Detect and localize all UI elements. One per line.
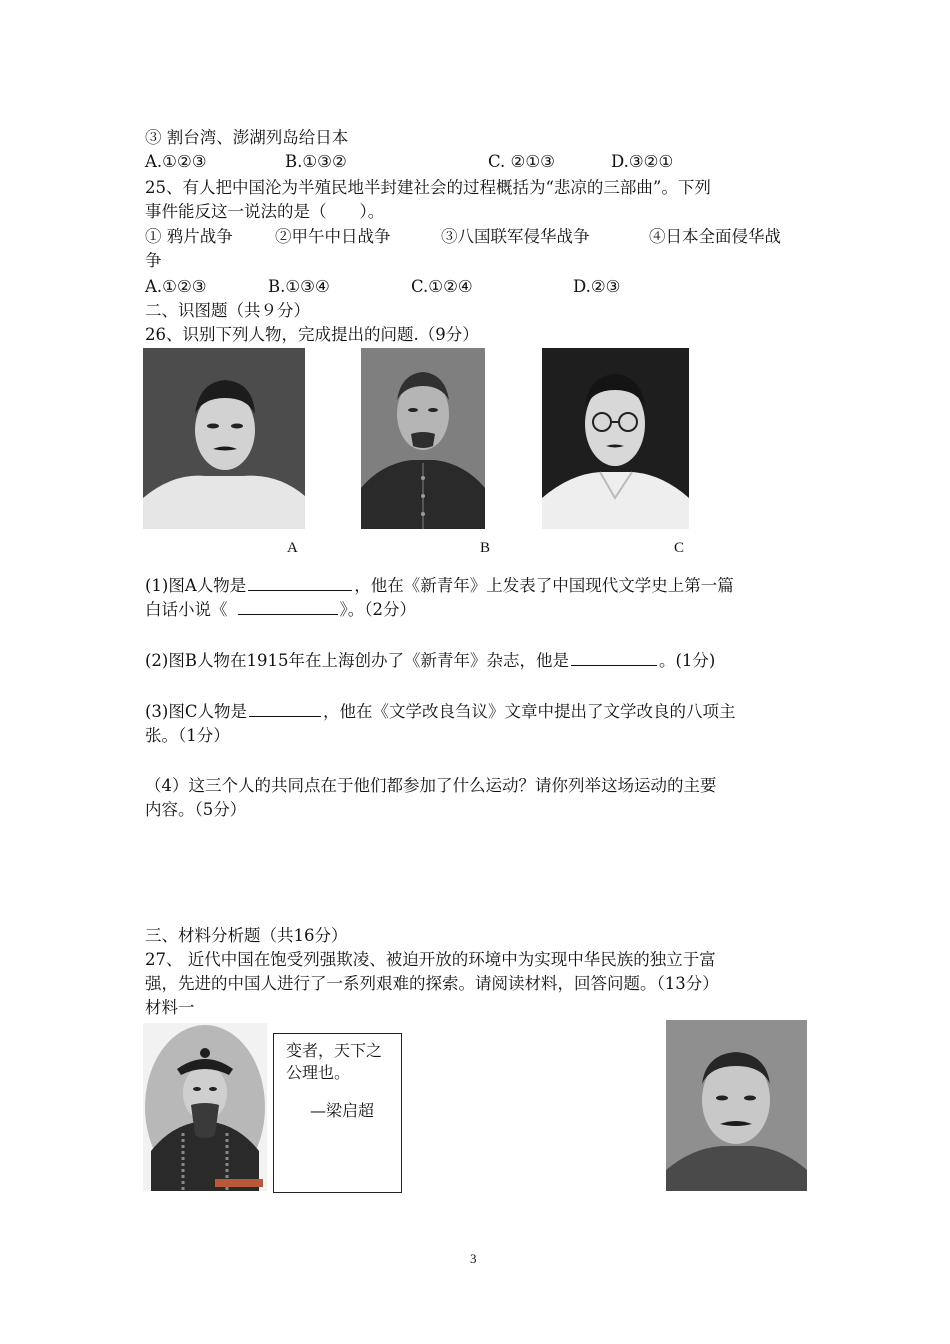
photo-caption-b: B xyxy=(480,540,491,556)
q24-item-3: ③ 割台湾、澎湖列岛给日本 xyxy=(145,128,349,147)
portrait-photo-a xyxy=(143,348,305,529)
q26-sub1-novel-suffix: 》。（2分） xyxy=(339,600,416,619)
q26-sub1-line2 xyxy=(145,598,416,622)
liang-qichao-quote-box xyxy=(273,1033,402,1193)
q26-stem: 26、识别下列人物，完成提出的问题.（9分） xyxy=(145,325,479,344)
section2-title: 二、识图题（共９分） xyxy=(145,301,310,320)
q24-option-b: B.①③② xyxy=(285,152,347,171)
photo-caption-c: C xyxy=(674,540,685,556)
q25-item-2: ②甲午中日战争 xyxy=(275,227,391,246)
portrait-photo-c xyxy=(542,348,689,529)
q25-stem-line1: 25、有人把中国沦为半殖民地半封建社会的过程概括为“悲凉的三部曲”。下列 xyxy=(145,178,711,197)
q26-sub1-novel-prefix: 白话小说《 xyxy=(145,600,228,619)
section3-title: 三、材料分析题（共16分） xyxy=(145,926,348,945)
q26-sub1-suffix: ，他在《新青年》上发表了中国现代文学史上第一篇 xyxy=(354,576,734,595)
q26-sub3-suffix: ，他在《文学改良刍议》文章中提出了文学改良的八项主 xyxy=(323,702,736,721)
q26-sub2-text: (2)图B人物在1915年在上海创办了《新青年》杂志，他是 xyxy=(145,651,569,670)
q25-option-b: B.①③④ xyxy=(268,277,330,296)
q25-stem-line2: 事件能反这一说法的是（ ）。 xyxy=(145,202,385,221)
quote-text: 变者，天下之公理也。 xyxy=(286,1041,383,1082)
q25-item-3: ③八国联军侵华战争 xyxy=(441,227,590,246)
q26-sub2-suffix: 。(1分) xyxy=(659,651,716,670)
q26-sub1-line1 xyxy=(145,574,734,598)
q25-option-a: A.①②③ xyxy=(145,277,207,296)
material1-label: 材料一 xyxy=(145,998,195,1017)
answer-blank-novel-title[interactable] xyxy=(238,598,338,615)
photo-caption-a: A xyxy=(287,540,298,556)
q24-option-c: C. ②①③ xyxy=(488,152,555,171)
q24-option-d: D.③②① xyxy=(611,152,674,171)
q27-stem-line1: 27、 近代中国在饱受列强欺凌、被迫开放的环境中为实现中华民族的独立于富 xyxy=(145,950,716,969)
q25-item-4-cont: 争 xyxy=(145,251,162,270)
q26-sub2 xyxy=(145,649,715,673)
q26-sub4-line2: 内容。（5分） xyxy=(145,800,247,819)
q26-sub3-line1 xyxy=(145,700,736,724)
q24-option-a: A.①②③ xyxy=(145,152,207,171)
q26-sub4-line1: （4）这三个人的共同点在于他们都参加了什么运动？请你列举这场运动的主要 xyxy=(145,776,717,795)
page-number: 3 xyxy=(470,1251,477,1266)
portrait-photo-qing-official xyxy=(143,1023,267,1191)
q25-item-4: ④日本全面侵华战 xyxy=(649,227,781,246)
q27-stem-line2: 强，先进的中国人进行了一系列艰难的探索。请阅读材料，回答问题。（13分） xyxy=(145,974,719,993)
portrait-photo-b xyxy=(361,348,485,529)
answer-blank-c-name[interactable] xyxy=(249,700,321,717)
q26-sub3-prefix: (3)图C人物是 xyxy=(145,702,247,721)
q26-sub1-prefix: (1)图A人物是 xyxy=(145,576,247,595)
quote-author: —梁启超 xyxy=(310,1101,375,1120)
q26-sub3-line2: 张。（1分） xyxy=(145,726,230,745)
portrait-photo-right xyxy=(666,1020,807,1191)
answer-blank-a-name[interactable] xyxy=(248,574,352,591)
answer-blank-b-name[interactable] xyxy=(571,649,657,666)
q25-option-d: D.②③ xyxy=(573,277,621,296)
q25-item-1: ① 鸦片战争 xyxy=(145,227,233,246)
q25-option-c: C.①②④ xyxy=(411,277,473,296)
